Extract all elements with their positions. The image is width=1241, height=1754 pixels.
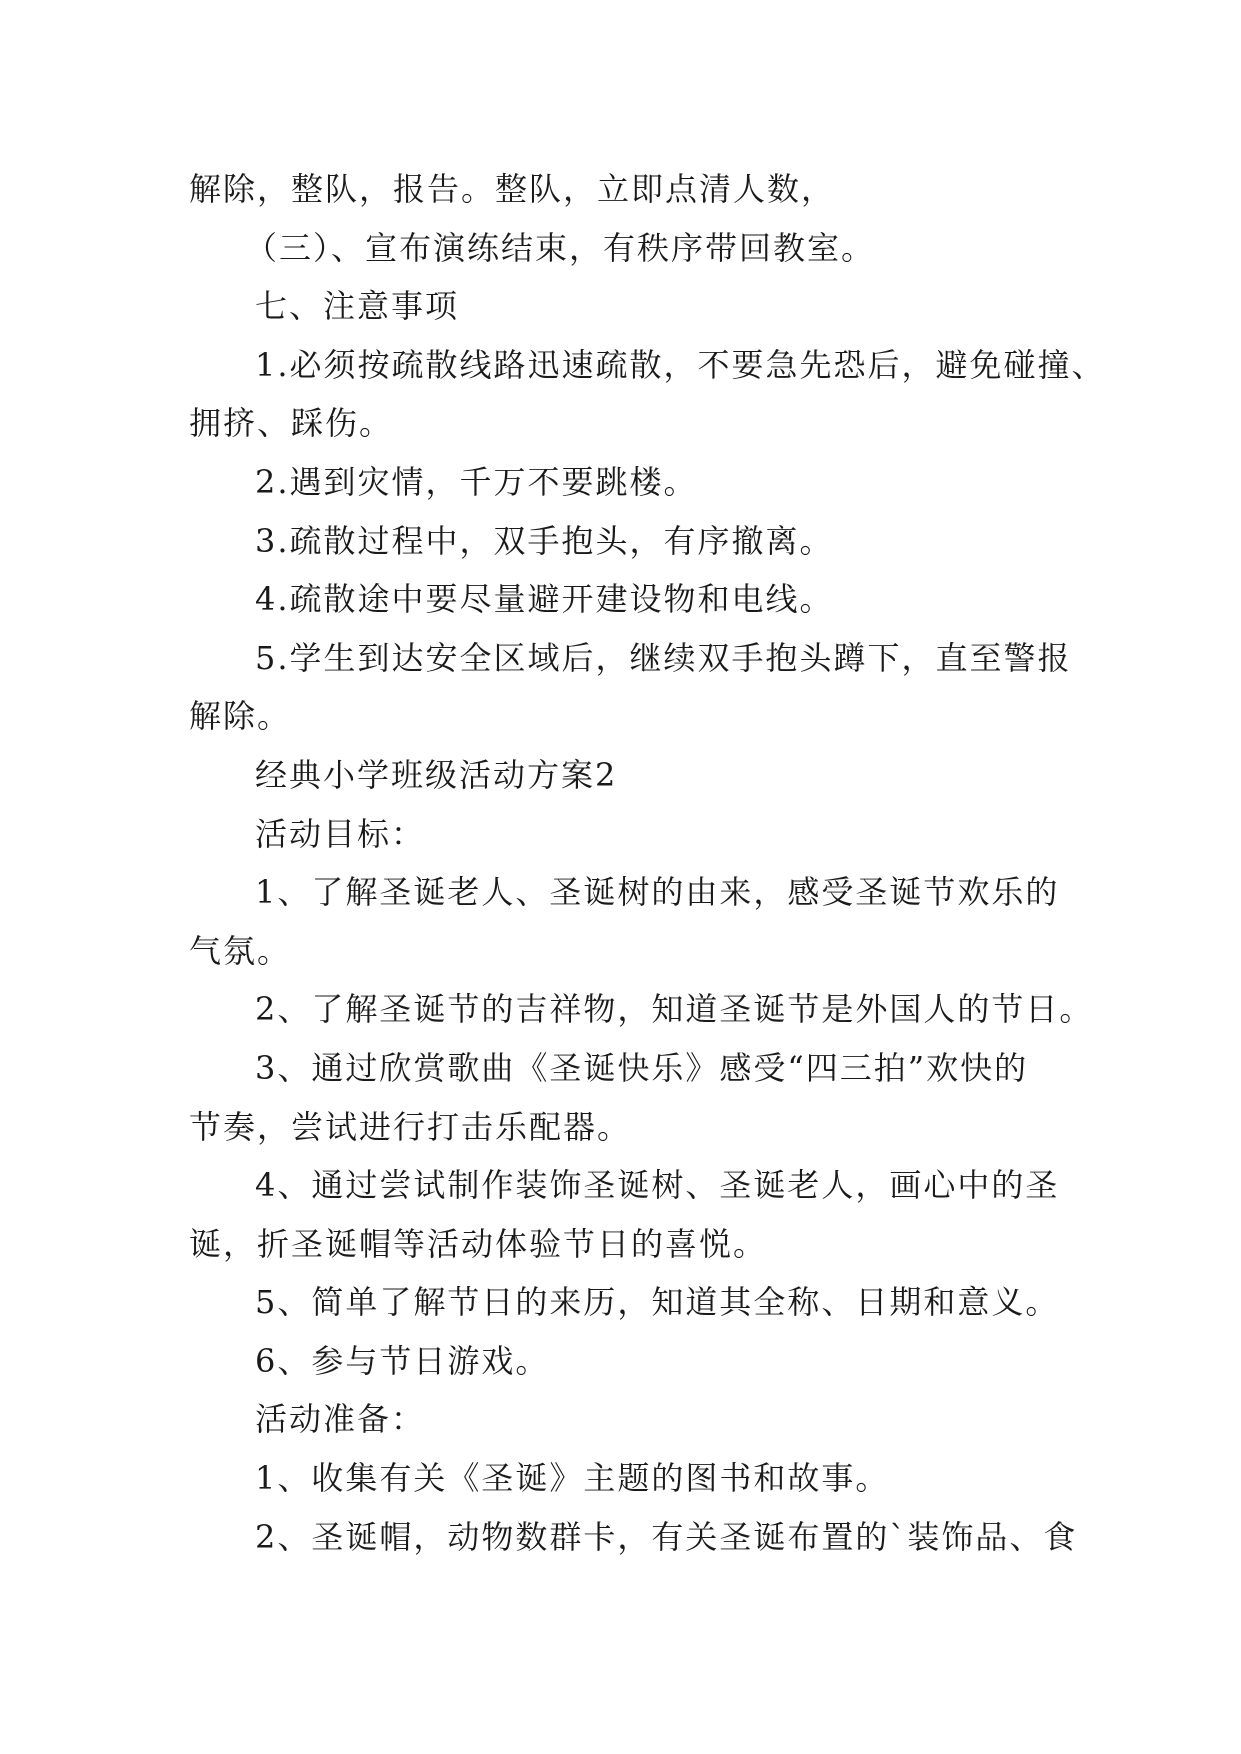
text-line: 5.学生到达安全区域后，继续双手抱头蹲下，直至警报: [255, 638, 1072, 677]
plan-title: 经典小学班级活动方案2: [255, 755, 618, 794]
text-line: 2、了解圣诞节的吉祥物，知道圣诞节是外国人的节日。: [255, 990, 1094, 1029]
text-line: 3、通过欣赏歌曲《圣诞快乐》感受“四三拍”欢快的: [255, 1048, 1029, 1087]
text-line: 1、了解圣诞老人、圣诞树的由来，感受圣诞节欢乐的: [255, 873, 1060, 912]
section-heading: 七、注意事项: [255, 287, 460, 326]
section-heading: 活动准备：: [255, 1400, 426, 1439]
text-line: 4、通过尝试制作装饰圣诞树、圣诞老人，画心中的圣: [255, 1166, 1060, 1205]
document-body: [189, 160, 1106, 1566]
text-line: 2、圣诞帽，动物数群卡，有关圣诞布置的`装饰品、食: [255, 1517, 1078, 1556]
text-line: 5、简单了解节日的来历，知道其全称、日期和意义。: [255, 1283, 1060, 1322]
text-line: （三）、宣布演练结束，有秩序带回教室。: [245, 228, 876, 267]
text-line: 3.疏散过程中，双手抱头，有序撤离。: [255, 521, 834, 560]
text-line: 解除。: [189, 697, 292, 736]
text-line: 拥挤、踩伤。: [189, 404, 394, 443]
text-line: 诞，折圣诞帽等活动体验节日的喜悦。: [189, 1224, 768, 1263]
text-line: 4.疏散途中要尽量避开建设物和电线。: [255, 580, 834, 619]
text-line: 节奏，尝试进行打击乐配器。: [189, 1107, 632, 1146]
text-line: 气氛。: [189, 931, 292, 970]
text-line: 2.遇到灾情，千万不要跳楼。: [255, 462, 698, 501]
text-line: 1.必须按疏散线路迅速疏散，不要急先恐后，避免碰撞、: [255, 345, 1106, 384]
text-line: 6、参与节日游戏。: [255, 1341, 550, 1380]
text-line: 1、收集有关《圣诞》主题的图书和故事。: [255, 1459, 890, 1498]
section-heading: 活动目标：: [255, 814, 426, 853]
text-line: 解除，整队，报告。整队，立即点清人数，: [189, 170, 836, 208]
